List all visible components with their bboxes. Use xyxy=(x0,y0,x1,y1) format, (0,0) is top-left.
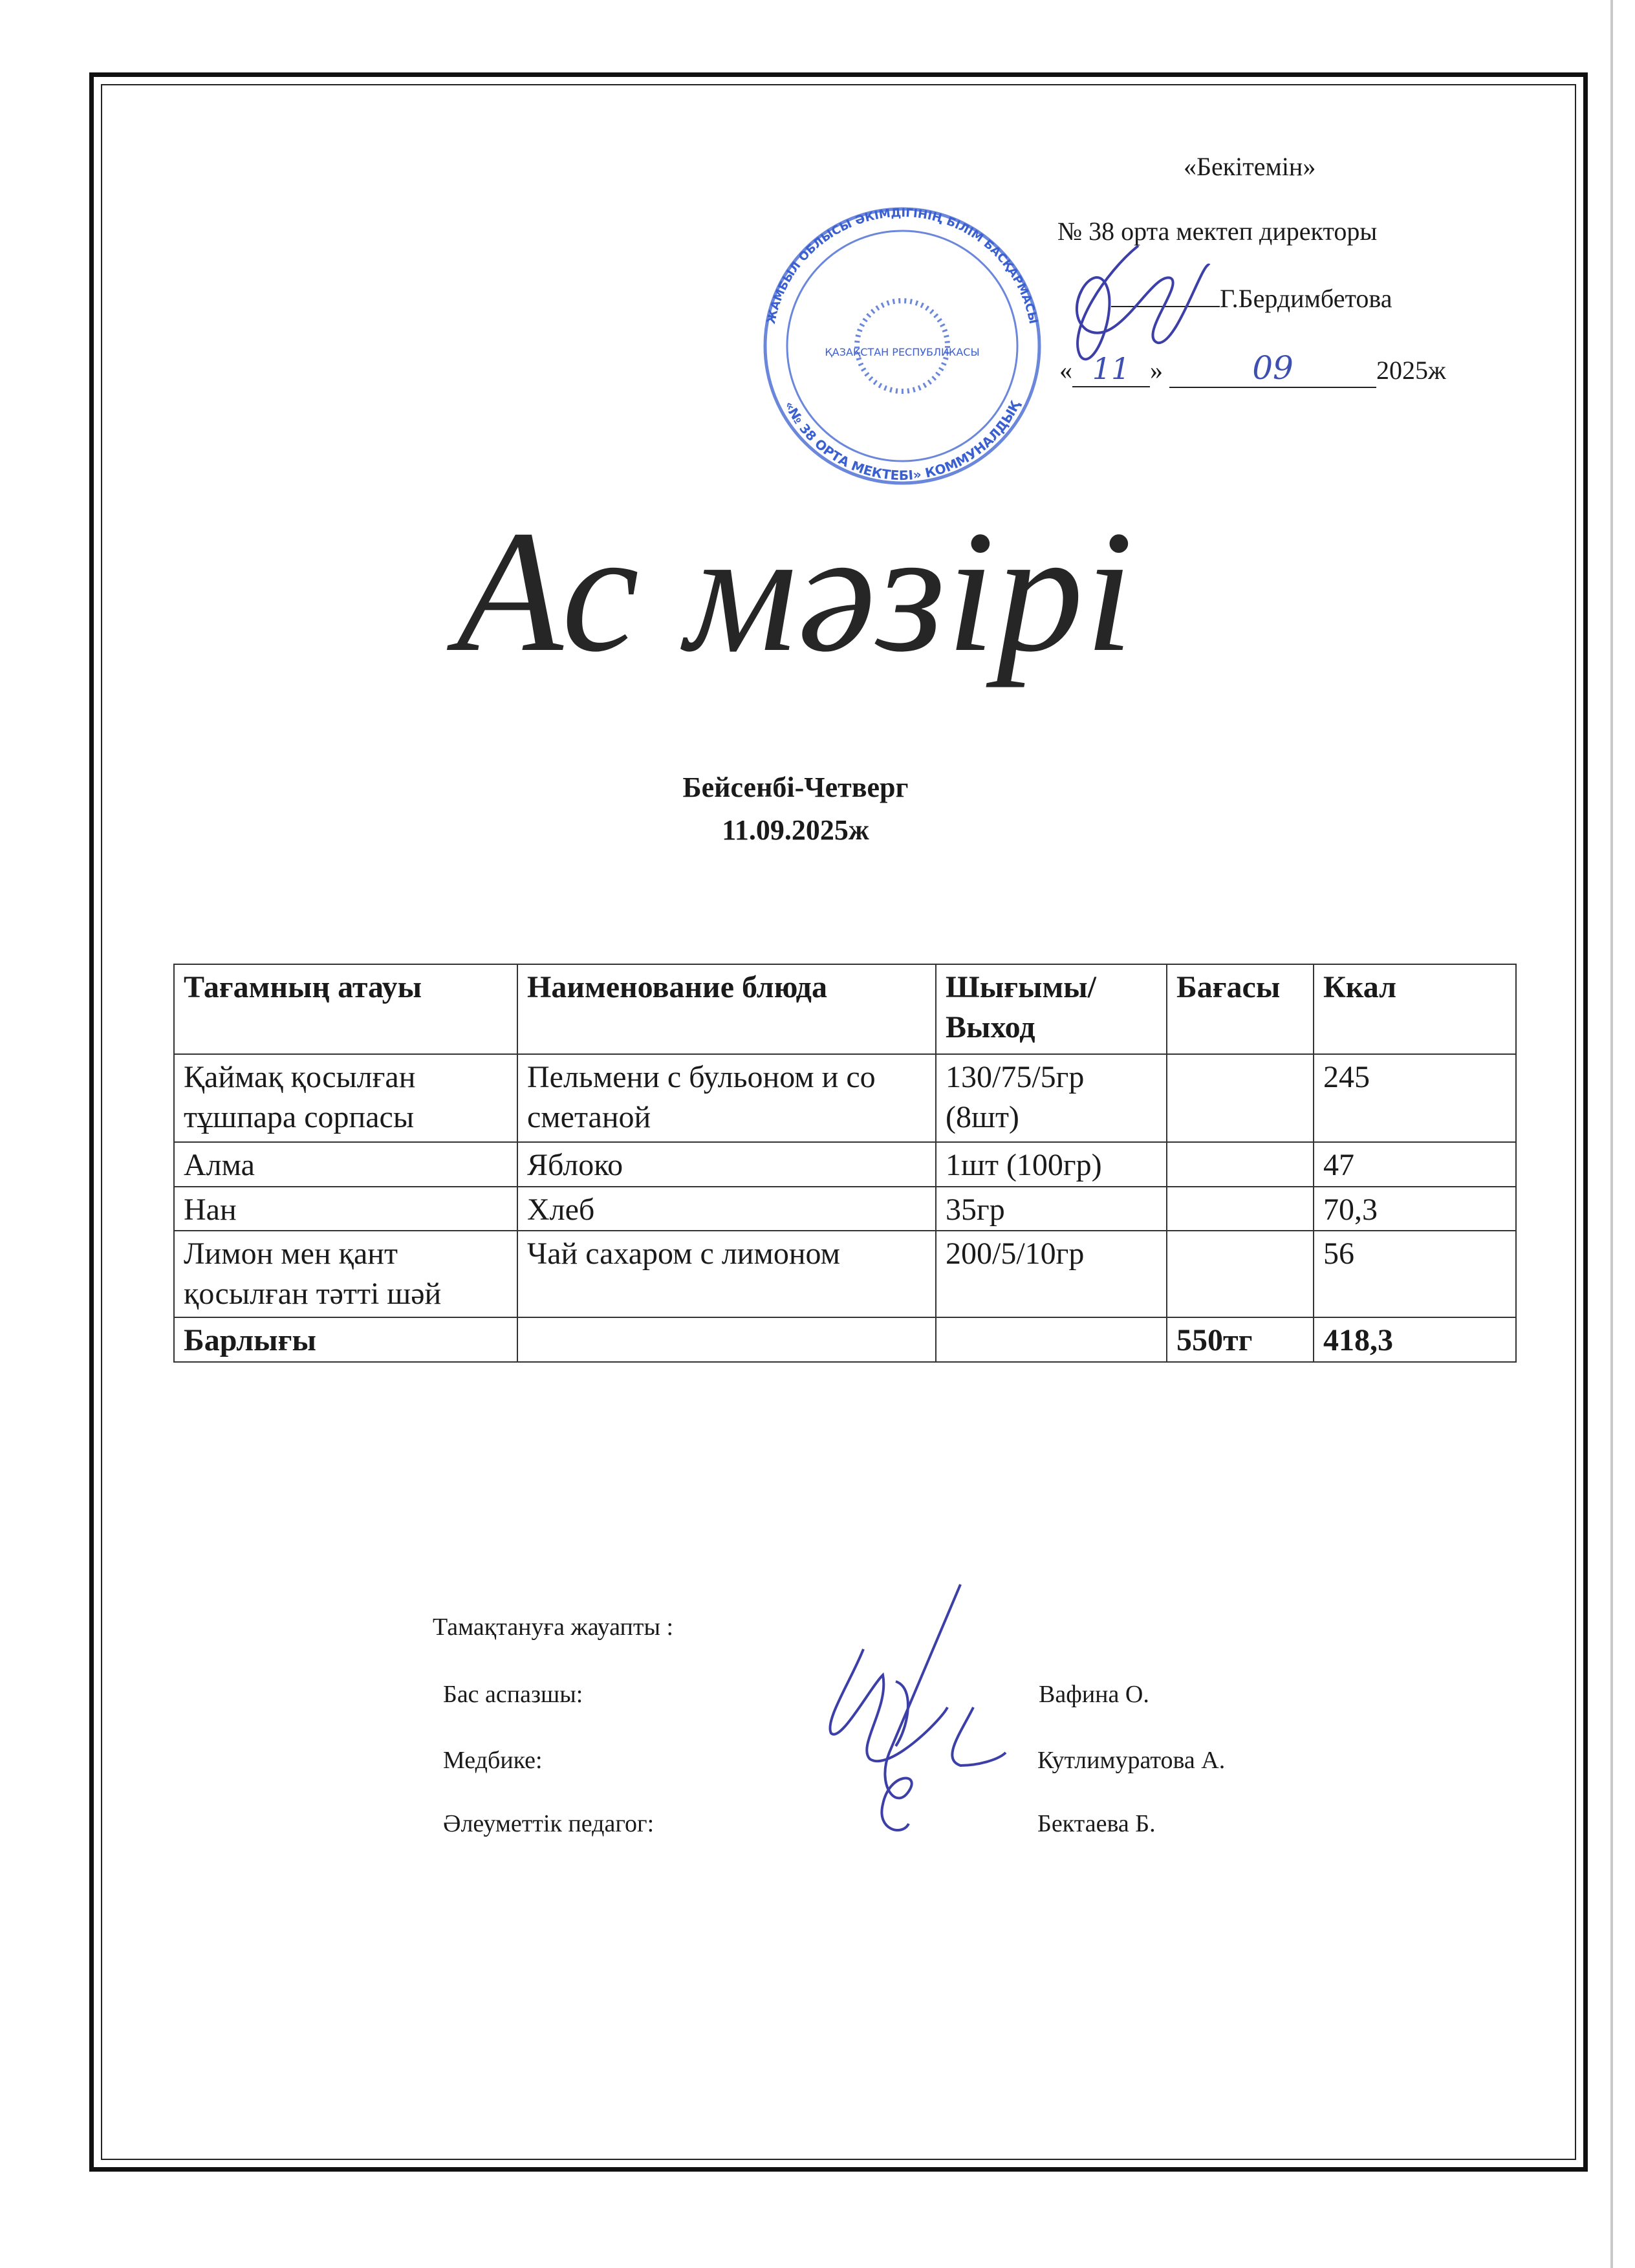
total-label: Барлығы xyxy=(174,1317,517,1362)
cell-dish-ru: Пельмени с бульоном и со сметаной xyxy=(517,1054,936,1142)
cell-price xyxy=(1167,1054,1314,1142)
cell-yield: 35гр xyxy=(936,1187,1167,1231)
table-row xyxy=(174,1187,1516,1231)
date-close-quote: » xyxy=(1150,356,1163,385)
header-dish-ru: Наименование блюда xyxy=(517,964,936,1054)
table-header-row xyxy=(174,964,1516,1054)
header-dish-kz: Тағамның атауы xyxy=(174,964,517,1054)
role-nurse: Медбике: xyxy=(443,1747,543,1774)
cell-price xyxy=(1167,1187,1314,1231)
menu-table xyxy=(173,964,1517,1363)
handwritten-day: 11 xyxy=(1072,351,1150,387)
header-yield: Шығымы/ Выход xyxy=(936,964,1167,1054)
table-row xyxy=(174,1142,1516,1187)
total-price: 550тг xyxy=(1167,1317,1314,1362)
cell-dish-ru: Хлеб xyxy=(517,1187,936,1231)
date-open-quote: « xyxy=(1059,356,1072,385)
cell-dish-kz: Алма xyxy=(174,1142,517,1187)
handwritten-month: 09 xyxy=(1169,349,1376,388)
stamp-center-text: ҚАЗАҚСТАН РЕСПУБЛИКАСЫ xyxy=(825,346,980,358)
cell-kcal: 70,3 xyxy=(1314,1187,1516,1231)
header-kcal: Ккал xyxy=(1314,964,1516,1054)
school-stamp xyxy=(763,207,1041,485)
weekday: Бейсенбі-Четверг xyxy=(682,772,909,803)
cell-dish-kz: Лимон мен қант қосылған тәтті шәй xyxy=(174,1231,517,1317)
header-price: Бағасы xyxy=(1167,964,1314,1054)
cell-price xyxy=(1167,1231,1314,1317)
date-year: 2025ж xyxy=(1376,356,1446,385)
menu-date: 11.09.2025ж xyxy=(722,814,869,846)
director-name: Г.Бердимбетова xyxy=(1220,284,1392,313)
total-kcal: 418,3 xyxy=(1314,1317,1516,1362)
director-position: № 38 орта мектеп директоры xyxy=(1057,217,1378,246)
table-row xyxy=(174,1054,1516,1142)
cell-yield: 200/5/10гр xyxy=(936,1231,1167,1317)
cell-kcal: 56 xyxy=(1314,1231,1516,1317)
role-social-pedagogue: Әлеуметтік педагог: xyxy=(443,1810,655,1837)
name-social-pedagogue: Бектаева Б. xyxy=(1037,1810,1156,1837)
cell-dish-kz: Қаймақ қосылған тұшпара сорпасы xyxy=(174,1054,517,1142)
responsible-heading: Тамақтануға жауапты : xyxy=(433,1614,674,1641)
cell-dish-ru: Чай сахаром с лимоном xyxy=(517,1231,936,1317)
table-total-row xyxy=(174,1317,1516,1362)
role-chef: Бас аспазшы: xyxy=(443,1681,583,1708)
cell-price xyxy=(1167,1142,1314,1187)
cell-yield: 1шт (100гр) xyxy=(936,1142,1167,1187)
cell-kcal: 245 xyxy=(1314,1054,1516,1142)
cell-yield: 130/75/5гр (8шт) xyxy=(936,1054,1167,1142)
total-empty xyxy=(936,1317,1167,1362)
stamp-inner-text: «№ 38 ОРТА МЕКТЕБІ» КОММУНАЛДЫҚ xyxy=(781,398,1023,484)
name-nurse: Кутлимуратова А. xyxy=(1037,1747,1226,1774)
cell-kcal: 47 xyxy=(1314,1142,1516,1187)
director-signature xyxy=(1009,233,1216,388)
name-chef: Вафина О. xyxy=(1039,1681,1149,1708)
stamp-outer-text: ЖАМБЫЛ ОБЛЫСЫ ӘКІМДІГІНІҢ БІЛІМ БАСҚАРМАСЫ xyxy=(764,207,1041,325)
cell-dish-ru: Яблоко xyxy=(517,1142,936,1187)
scan-artifact xyxy=(1610,0,1613,2268)
table-row xyxy=(174,1231,1516,1317)
cell-dish-kz: Нан xyxy=(174,1187,517,1231)
page-title: Ас мәзірі xyxy=(456,495,1135,688)
responsible-signatures xyxy=(812,1578,1019,1850)
approve-label: «Бекітемін» xyxy=(1184,152,1316,181)
total-empty xyxy=(517,1317,936,1362)
